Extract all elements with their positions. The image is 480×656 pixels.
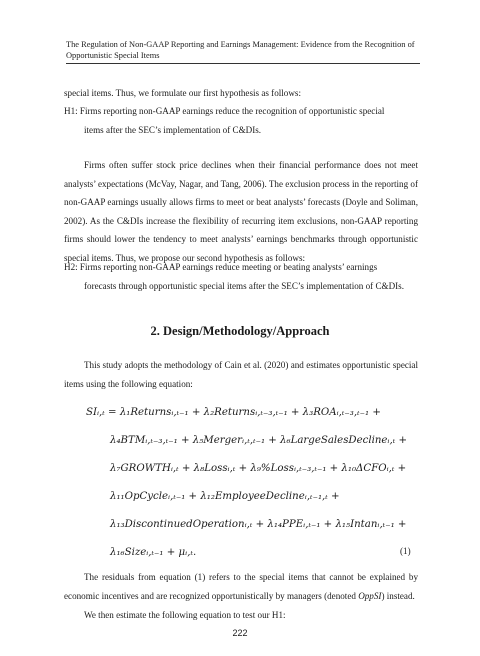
section-heading: 2. Design/Methodology/Approach <box>150 324 330 338</box>
paragraph-4-end: ) instead. <box>381 590 415 601</box>
paragraph-1: special items. Thus, we formulate our first hypothesis as follows: <box>64 88 301 98</box>
paragraph-3: This study adopts the methodology of Cain et al. (2020) and estimates opportunistic special items using the following equation: <box>64 360 418 389</box>
running-head: The Regulation of Non-GAAP Reporting and Earnings Management: Evidence from the Recognition of Opportunistic Special Items <box>66 40 415 60</box>
paragraph-4 <box>64 568 418 605</box>
hypothesis-1-text-start: Firms reporting non-GAAP earnings reduce the recognition of opportunistic special <box>79 106 385 116</box>
hypothesis-2-text-rest: forecasts through opportunistic special items after the SEC’s implementation of C&DIs. <box>84 280 404 291</box>
hypothesis-1-text-rest: items after the SEC’s implementation of C&DIs. <box>84 124 262 135</box>
equation-number: (1) <box>400 546 411 556</box>
hypothesis-2-text-start: Firms reporting non-GAAP earnings reduce meeting or beating analysts’ earnings <box>79 262 378 272</box>
header-rule <box>66 63 420 64</box>
paragraph-5: We then estimate the following equation to test our H1: <box>84 610 286 620</box>
paragraph-4-start: The residuals from equation (1) refers to the special items that cannot be explained by economic incentives and are recognized opportunistically by managers (denoted <box>64 572 418 601</box>
equation-line-6: λ₁₆Sizeᵢ,ₜ₋₁ + μᵢ,ₜ. <box>110 547 197 558</box>
paragraph-2: Firms often suffer stock price declines when their financial performance does not meet analysts’ expectations (McVay, Nagar, and Tang, 2006). The exclusion process in the reporting of non-GAAP earnings usually allows firms to meet or beat analysts’ forecasts (Doyle and Soliman, 2002). As the C&DIs increase the flexibility of recurring item exclusions, non-GAAP reporting firms should lower the tendency to meet analysts’ earnings benchmarks through opportunistic special items. Thus, we propose our second hypothesis as follows: <box>64 160 418 263</box>
hypothesis-2 <box>64 258 418 295</box>
oppsi-term: OppSI <box>358 590 382 601</box>
equation-line-4: λ₁₁OpCycleᵢ,ₜ₋₁ + λ₁₂EmployeeDeclineᵢ,ₜ₋₁,ₜ + <box>110 491 340 502</box>
hypothesis-1 <box>64 102 418 139</box>
hypothesis-2-line1 <box>64 258 418 277</box>
hypothesis-2-label: H2: <box>64 262 78 272</box>
page-number: 222 <box>232 628 248 638</box>
equation-line-5: λ₁₃DiscontinuedOperationᵢ,ₜ + λ₁₄PPEᵢ,ₜ₋₁ + λ₁₅Intanᵢ,ₜ₋₁ + <box>110 519 407 530</box>
hypothesis-1-label: H1: <box>64 106 78 116</box>
hypothesis-1-line1 <box>64 102 418 121</box>
equation-line-3: λ₇GROWTHᵢ,ₜ + λ₈Lossᵢ,ₜ + λ₉%Lossᵢ,ₜ₋₃,ₜ₋₁ + λ₁₀ΔCFOᵢ,ₜ + <box>110 463 407 474</box>
equation-line-1: SIᵢ,ₜ = λ₁Returnsᵢ,ₜ₋₁ + λ₂Returnsᵢ,ₜ₋₃,ₜ₋₁ + λ₃ROAᵢ,ₜ₋₃,ₜ₋₁ + <box>86 407 381 418</box>
equation-line-2: λ₄BTMᵢ,ₜ₋₃,ₜ₋₁ + λ₅Mergerᵢ,ₜ,ₜ₋₁ + λ₆LargeSalesDeclineᵢ,ₜ + <box>110 435 408 446</box>
